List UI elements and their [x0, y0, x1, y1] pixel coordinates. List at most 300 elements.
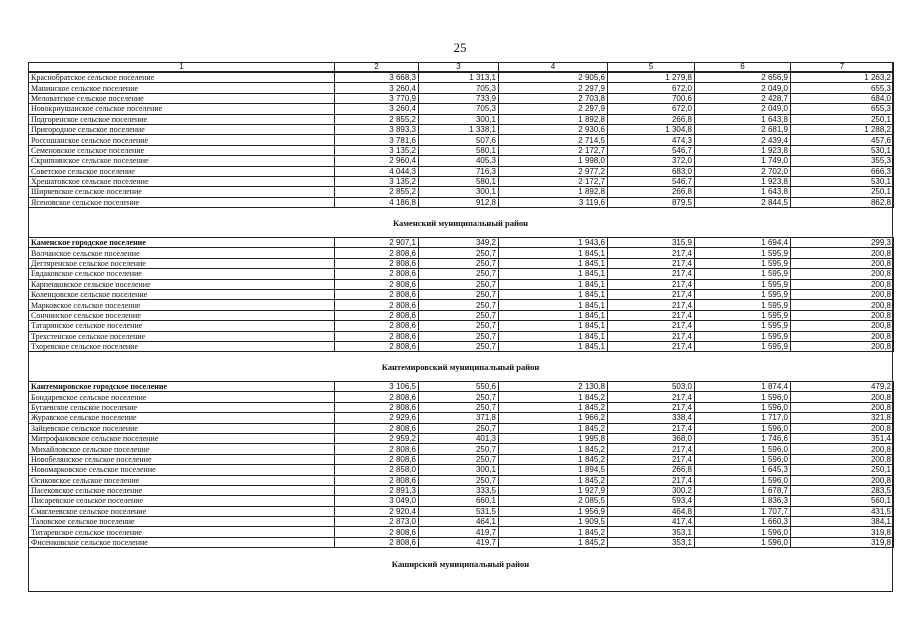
value-cell: 2 905,6 — [499, 73, 608, 83]
table-row — [29, 300, 894, 310]
value-cell: 2 681,9 — [695, 124, 791, 134]
value-cell: 250,7 — [419, 402, 499, 412]
value-cell: 200,8 — [791, 279, 894, 289]
value-cell: 1 746,6 — [695, 433, 791, 443]
settlement-name: Журавское сельское поселение — [29, 413, 335, 423]
value-cell: 200,8 — [791, 392, 894, 402]
district-heading: Каширский муниципальный район — [391, 559, 530, 569]
value-cell: 672,0 — [608, 104, 695, 114]
value-cell: 3 119,6 — [499, 197, 608, 207]
value-cell: 1 595,9 — [695, 321, 791, 331]
settlement-name: Новомарковское сельское поселение — [29, 465, 335, 475]
value-cell: 250,7 — [419, 321, 499, 331]
value-cell: 1 845,1 — [499, 321, 608, 331]
value-cell: 405,3 — [419, 156, 499, 166]
value-cell: 1 845,2 — [499, 423, 608, 433]
column-number: 2 — [335, 63, 419, 72]
value-cell: 2 808,6 — [335, 392, 419, 402]
value-cell: 1 995,8 — [499, 433, 608, 443]
value-cell: 1 596,0 — [695, 392, 791, 402]
value-cell: 2 855,2 — [335, 114, 419, 124]
value-cell: 401,3 — [419, 433, 499, 443]
settlement-name: Фисенковское сельское поселение — [29, 537, 335, 547]
value-cell: 3 260,4 — [335, 83, 419, 93]
column-number: 4 — [499, 63, 608, 72]
value-cell: 1 836,3 — [695, 496, 791, 506]
value-cell: 419,7 — [419, 537, 499, 547]
value-cell: 1 892,8 — [499, 114, 608, 124]
value-cell: 217,4 — [608, 310, 695, 320]
value-cell: 319,8 — [791, 537, 894, 547]
table-row — [29, 279, 894, 289]
value-cell: 1 749,0 — [695, 156, 791, 166]
value-cell: 200,8 — [791, 402, 894, 412]
value-cell: 2 891,3 — [335, 485, 419, 495]
settlement-name: Татаринское сельское поселение — [29, 321, 335, 331]
value-cell: 530,1 — [791, 145, 894, 155]
value-cell: 300,1 — [419, 187, 499, 197]
value-cell: 1 845,2 — [499, 475, 608, 485]
value-cell: 1 845,1 — [499, 341, 608, 351]
value-cell: 250,7 — [419, 475, 499, 485]
table-block-2 — [28, 237, 894, 352]
value-cell: 431,5 — [791, 506, 894, 516]
value-cell: 672,0 — [608, 83, 695, 93]
value-cell: 655,3 — [791, 104, 894, 114]
value-cell: 200,8 — [791, 300, 894, 310]
value-cell: 2 808,6 — [335, 454, 419, 464]
table-row — [29, 382, 894, 392]
value-cell: 3 260,4 — [335, 104, 419, 114]
value-cell: 2 960,4 — [335, 156, 419, 166]
table-row — [29, 321, 894, 331]
value-cell: 266,8 — [608, 465, 695, 475]
value-cell: 200,8 — [791, 454, 894, 464]
value-cell: 2 703,8 — [499, 93, 608, 103]
table-row — [29, 454, 894, 464]
value-cell: 417,4 — [608, 517, 695, 527]
table-row — [29, 135, 894, 145]
value-cell: 1 595,9 — [695, 269, 791, 279]
value-cell: 683,0 — [608, 166, 695, 176]
settlement-name: Сончинское сельское поселение — [29, 310, 335, 320]
value-cell: 2 049,0 — [695, 83, 791, 93]
settlement-name: Титаревское сельское поселение — [29, 527, 335, 537]
value-cell: 1 845,2 — [499, 392, 608, 402]
value-cell: 1 595,9 — [695, 300, 791, 310]
value-cell: 299,3 — [791, 238, 894, 248]
value-cell: 250,1 — [791, 465, 894, 475]
settlement-name: Трехстенское сельское поселение — [29, 331, 335, 341]
value-cell: 464,8 — [608, 506, 695, 516]
value-cell: 1 845,1 — [499, 269, 608, 279]
value-cell: 1 966,2 — [499, 413, 608, 423]
settlement-name: Подгоренское сельское поселение — [29, 114, 335, 124]
value-cell: 1 595,9 — [695, 289, 791, 299]
value-cell: 200,8 — [791, 269, 894, 279]
value-cell: 266,8 — [608, 114, 695, 124]
value-cell: 384,1 — [791, 517, 894, 527]
value-cell: 1 927,9 — [499, 485, 608, 495]
value-cell: 1 313,1 — [419, 73, 499, 83]
table-row — [29, 413, 894, 423]
table-row — [29, 392, 894, 402]
value-cell: 1 304,8 — [608, 124, 695, 134]
value-cell: 546,7 — [608, 145, 695, 155]
value-cell: 879,5 — [608, 197, 695, 207]
value-cell: 217,4 — [608, 248, 695, 258]
value-cell: 1 338,1 — [419, 124, 499, 134]
settlement-name: Бугаевское сельское поселение — [29, 402, 335, 412]
value-cell: 700,6 — [608, 93, 695, 103]
value-cell: 1 845,2 — [499, 537, 608, 547]
value-cell: 1 678,7 — [695, 485, 791, 495]
value-cell: 3 049,0 — [335, 496, 419, 506]
settlement-name: Кантемировское городское поселение — [29, 382, 335, 392]
value-cell: 1 596,0 — [695, 527, 791, 537]
value-cell: 300,1 — [419, 465, 499, 475]
value-cell: 250,7 — [419, 444, 499, 454]
settlement-name: Хрешатовское сельское поселение — [29, 176, 335, 186]
value-cell: 283,5 — [791, 485, 894, 495]
table-row — [29, 496, 894, 506]
table-row — [29, 197, 894, 207]
value-cell: 371,8 — [419, 413, 499, 423]
value-cell: 1 845,1 — [499, 289, 608, 299]
table-row — [29, 517, 894, 527]
value-cell: 2 714,5 — [499, 135, 608, 145]
value-cell: 250,7 — [419, 289, 499, 299]
value-cell: 1 660,3 — [695, 517, 791, 527]
value-cell: 733,9 — [419, 93, 499, 103]
value-cell: 684,0 — [791, 93, 894, 103]
value-cell: 1 643,8 — [695, 114, 791, 124]
value-cell: 1 279,8 — [608, 73, 695, 83]
value-cell: 546,7 — [608, 176, 695, 186]
value-cell: 2 808,6 — [335, 527, 419, 537]
value-cell: 1 845,1 — [499, 248, 608, 258]
value-cell: 2 808,6 — [335, 402, 419, 412]
value-cell: 217,4 — [608, 258, 695, 268]
value-cell: 2 297,9 — [499, 83, 608, 93]
value-cell: 2 808,6 — [335, 341, 419, 351]
table-row — [29, 433, 894, 443]
value-cell: 300,2 — [608, 485, 695, 495]
settlement-name: Марковское сельское поселение — [29, 300, 335, 310]
value-cell: 338,4 — [608, 413, 695, 423]
value-cell: 1 998,0 — [499, 156, 608, 166]
table-row — [29, 176, 894, 186]
column-header-row — [28, 62, 894, 72]
value-cell: 3 770,9 — [335, 93, 419, 103]
table-row — [29, 506, 894, 516]
value-cell: 217,4 — [608, 289, 695, 299]
value-cell: 1 845,1 — [499, 331, 608, 341]
value-cell: 666,3 — [791, 166, 894, 176]
settlement-name: Новокриушанское сельское поселение — [29, 104, 335, 114]
settlement-name: Коленцовское сельское поселение — [29, 289, 335, 299]
value-cell: 2 808,6 — [335, 258, 419, 268]
value-cell: 3 135,2 — [335, 176, 419, 186]
table-row — [29, 238, 894, 248]
table-row — [29, 114, 894, 124]
settlement-name: Евдаковское сельское поселение — [29, 269, 335, 279]
value-cell: 266,8 — [608, 187, 695, 197]
value-cell: 862,8 — [791, 197, 894, 207]
value-cell: 1 596,0 — [695, 475, 791, 485]
value-cell: 2 920,4 — [335, 506, 419, 516]
value-cell: 217,4 — [608, 279, 695, 289]
value-cell: 300,1 — [419, 114, 499, 124]
settlement-name: Зайцевское сельское поселение — [29, 423, 335, 433]
value-cell: 531,5 — [419, 506, 499, 516]
settlement-name: Дегтяренское сельское поселение — [29, 258, 335, 268]
table-row — [29, 485, 894, 495]
table-row — [29, 248, 894, 258]
value-cell: 2 808,6 — [335, 269, 419, 279]
value-cell: 2 428,7 — [695, 93, 791, 103]
value-cell: 200,8 — [791, 248, 894, 258]
value-cell: 2 808,6 — [335, 331, 419, 341]
value-cell: 250,7 — [419, 392, 499, 402]
table-row — [29, 537, 894, 547]
column-number: 7 — [791, 63, 894, 72]
value-cell: 200,8 — [791, 444, 894, 454]
settlement-name: Краснобратское сельское поселение — [29, 73, 335, 83]
settlement-name: Смаглеевское сельское поселение — [29, 506, 335, 516]
value-cell: 200,8 — [791, 423, 894, 433]
value-cell: 464,1 — [419, 517, 499, 527]
value-cell: 2 808,6 — [335, 289, 419, 299]
value-cell: 1 845,2 — [499, 444, 608, 454]
table-block-1 — [28, 72, 894, 208]
value-cell: 1 595,9 — [695, 341, 791, 351]
settlement-name: Семеновское сельское поселение — [29, 145, 335, 155]
value-cell: 1 845,2 — [499, 527, 608, 537]
settlement-name: Скрипнянское сельское поселение — [29, 156, 335, 166]
value-cell: 250,7 — [419, 300, 499, 310]
settlement-name: Манинское сельское поселение — [29, 83, 335, 93]
value-cell: 2 959,2 — [335, 433, 419, 443]
value-cell: 368,0 — [608, 433, 695, 443]
value-cell: 250,1 — [791, 187, 894, 197]
table-row — [29, 145, 894, 155]
table-row — [29, 258, 894, 268]
column-number: 6 — [695, 63, 791, 72]
value-cell: 419,7 — [419, 527, 499, 537]
value-cell: 217,4 — [608, 300, 695, 310]
value-cell: 1 956,9 — [499, 506, 608, 516]
value-cell: 1 595,9 — [695, 331, 791, 341]
value-cell: 503,0 — [608, 382, 695, 392]
settlement-name: Каменское городское поселение — [29, 238, 335, 248]
settlement-name: Писаревское сельское поселение — [29, 496, 335, 506]
value-cell: 200,8 — [791, 289, 894, 299]
value-cell: 355,3 — [791, 156, 894, 166]
value-cell: 2 808,6 — [335, 310, 419, 320]
value-cell: 2 808,6 — [335, 321, 419, 331]
value-cell: 250,7 — [419, 331, 499, 341]
value-cell: 580,1 — [419, 145, 499, 155]
value-cell: 3 135,2 — [335, 145, 419, 155]
value-cell: 1 717,0 — [695, 413, 791, 423]
table-row — [29, 83, 894, 93]
value-cell: 2 130,8 — [499, 382, 608, 392]
table-row — [29, 166, 894, 176]
value-cell: 1 874,4 — [695, 382, 791, 392]
settlement-name: Новобелянское сельское поселение — [29, 454, 335, 464]
value-cell: 200,8 — [791, 321, 894, 331]
value-cell: 250,7 — [419, 423, 499, 433]
value-cell: 1 845,2 — [499, 402, 608, 412]
value-cell: 2 808,6 — [335, 279, 419, 289]
table-row — [29, 93, 894, 103]
value-cell: 912,8 — [419, 197, 499, 207]
value-cell: 2 808,6 — [335, 248, 419, 258]
value-cell: 1 595,9 — [695, 310, 791, 320]
value-cell: 4 186,8 — [335, 197, 419, 207]
value-cell: 1 845,1 — [499, 279, 608, 289]
value-cell: 1 943,6 — [499, 238, 608, 248]
value-cell: 1 595,9 — [695, 279, 791, 289]
value-cell: 560,1 — [791, 496, 894, 506]
value-cell: 1 909,5 — [499, 517, 608, 527]
value-cell: 351,4 — [791, 433, 894, 443]
table-row — [29, 423, 894, 433]
settlement-name: Тхоревское сельское поселение — [29, 341, 335, 351]
column-number: 5 — [608, 63, 695, 72]
value-cell: 593,4 — [608, 496, 695, 506]
value-cell: 353,1 — [608, 537, 695, 547]
column-number: 1 — [29, 63, 335, 72]
settlement-name: Советское сельское поселение — [29, 166, 335, 176]
value-cell: 1 894,5 — [499, 465, 608, 475]
value-cell: 200,8 — [791, 475, 894, 485]
settlement-name: Карпенковское сельское поселение — [29, 279, 335, 289]
settlement-name: Осиковское сельское поселение — [29, 475, 335, 485]
value-cell: 1 845,1 — [499, 300, 608, 310]
value-cell: 250,7 — [419, 258, 499, 268]
value-cell: 4 044,3 — [335, 166, 419, 176]
value-cell: 1 645,3 — [695, 465, 791, 475]
table-row — [29, 104, 894, 114]
value-cell: 479,2 — [791, 382, 894, 392]
value-cell: 3 781,6 — [335, 135, 419, 145]
value-cell: 217,4 — [608, 402, 695, 412]
district-heading: Кантемировский муниципальный район — [381, 362, 540, 372]
value-cell: 550,6 — [419, 382, 499, 392]
value-cell: 2 907,1 — [335, 238, 419, 248]
value-cell: 200,8 — [791, 310, 894, 320]
table-row — [29, 444, 894, 454]
value-cell: 1 845,1 — [499, 258, 608, 268]
value-cell: 319,8 — [791, 527, 894, 537]
value-cell: 250,7 — [419, 248, 499, 258]
value-cell: 1 923,8 — [695, 176, 791, 186]
value-cell: 2 297,9 — [499, 104, 608, 114]
value-cell: 2 808,6 — [335, 300, 419, 310]
settlement-name: Таловское сельское поселение — [29, 517, 335, 527]
settlement-name: Меловатское сельское поселение — [29, 93, 335, 103]
table-row — [29, 475, 894, 485]
value-cell: 217,4 — [608, 423, 695, 433]
value-cell: 217,4 — [608, 321, 695, 331]
value-cell: 1 694,4 — [695, 238, 791, 248]
value-cell: 580,1 — [419, 176, 499, 186]
column-number: 3 — [419, 63, 499, 72]
value-cell: 2 929,6 — [335, 413, 419, 423]
value-cell: 2 977,2 — [499, 166, 608, 176]
value-cell: 3 106,5 — [335, 382, 419, 392]
value-cell: 250,1 — [791, 114, 894, 124]
value-cell: 1 596,0 — [695, 537, 791, 547]
value-cell: 250,7 — [419, 310, 499, 320]
value-cell: 250,7 — [419, 454, 499, 464]
settlement-name: Волчанское сельское поселение — [29, 248, 335, 258]
value-cell: 660,1 — [419, 496, 499, 506]
value-cell: 217,4 — [608, 341, 695, 351]
value-cell: 217,4 — [608, 331, 695, 341]
value-cell: 217,4 — [608, 475, 695, 485]
table-row — [29, 289, 894, 299]
value-cell: 530,1 — [791, 176, 894, 186]
value-cell: 217,4 — [608, 454, 695, 464]
value-cell: 1 596,0 — [695, 423, 791, 433]
value-cell: 3 893,3 — [335, 124, 419, 134]
value-cell: 217,4 — [608, 444, 695, 454]
value-cell: 1 595,9 — [695, 258, 791, 268]
value-cell: 705,3 — [419, 83, 499, 93]
page-number: 25 — [453, 40, 467, 55]
value-cell: 1 845,2 — [499, 454, 608, 464]
value-cell: 1 596,0 — [695, 444, 791, 454]
settlement-name: Ясеновское сельское поселение — [29, 197, 335, 207]
table-row — [29, 402, 894, 412]
settlement-name: Ширяевское сельское поселение — [29, 187, 335, 197]
value-cell: 353,1 — [608, 527, 695, 537]
value-cell: 1 845,1 — [499, 310, 608, 320]
value-cell: 321,8 — [791, 413, 894, 423]
value-cell: 2 808,6 — [335, 475, 419, 485]
district-heading: Каменский муниципальный район — [392, 218, 529, 228]
value-cell: 1 596,0 — [695, 454, 791, 464]
value-cell: 2 702,0 — [695, 166, 791, 176]
value-cell: 2 049,0 — [695, 104, 791, 114]
settlement-name: Пригородное сельское поселение — [29, 124, 335, 134]
value-cell: 1 595,9 — [695, 248, 791, 258]
table-row — [29, 187, 894, 197]
settlement-name: Бондаревское сельское поселение — [29, 392, 335, 402]
value-cell: 217,4 — [608, 269, 695, 279]
value-cell: 315,9 — [608, 238, 695, 248]
value-cell: 2 172,7 — [499, 145, 608, 155]
value-cell: 250,7 — [419, 341, 499, 351]
value-cell: 3 668,3 — [335, 73, 419, 83]
table-row — [29, 269, 894, 279]
table-block-3 — [28, 381, 894, 548]
value-cell: 2 085,5 — [499, 496, 608, 506]
value-cell: 1 288,2 — [791, 124, 894, 134]
value-cell: 457,6 — [791, 135, 894, 145]
value-cell: 1 707,7 — [695, 506, 791, 516]
value-cell: 2 808,6 — [335, 423, 419, 433]
value-cell: 2 656,9 — [695, 73, 791, 83]
value-cell: 250,7 — [419, 269, 499, 279]
table-row — [29, 527, 894, 537]
value-cell: 1 263,2 — [791, 73, 894, 83]
table-row — [29, 156, 894, 166]
value-cell: 217,4 — [608, 392, 695, 402]
